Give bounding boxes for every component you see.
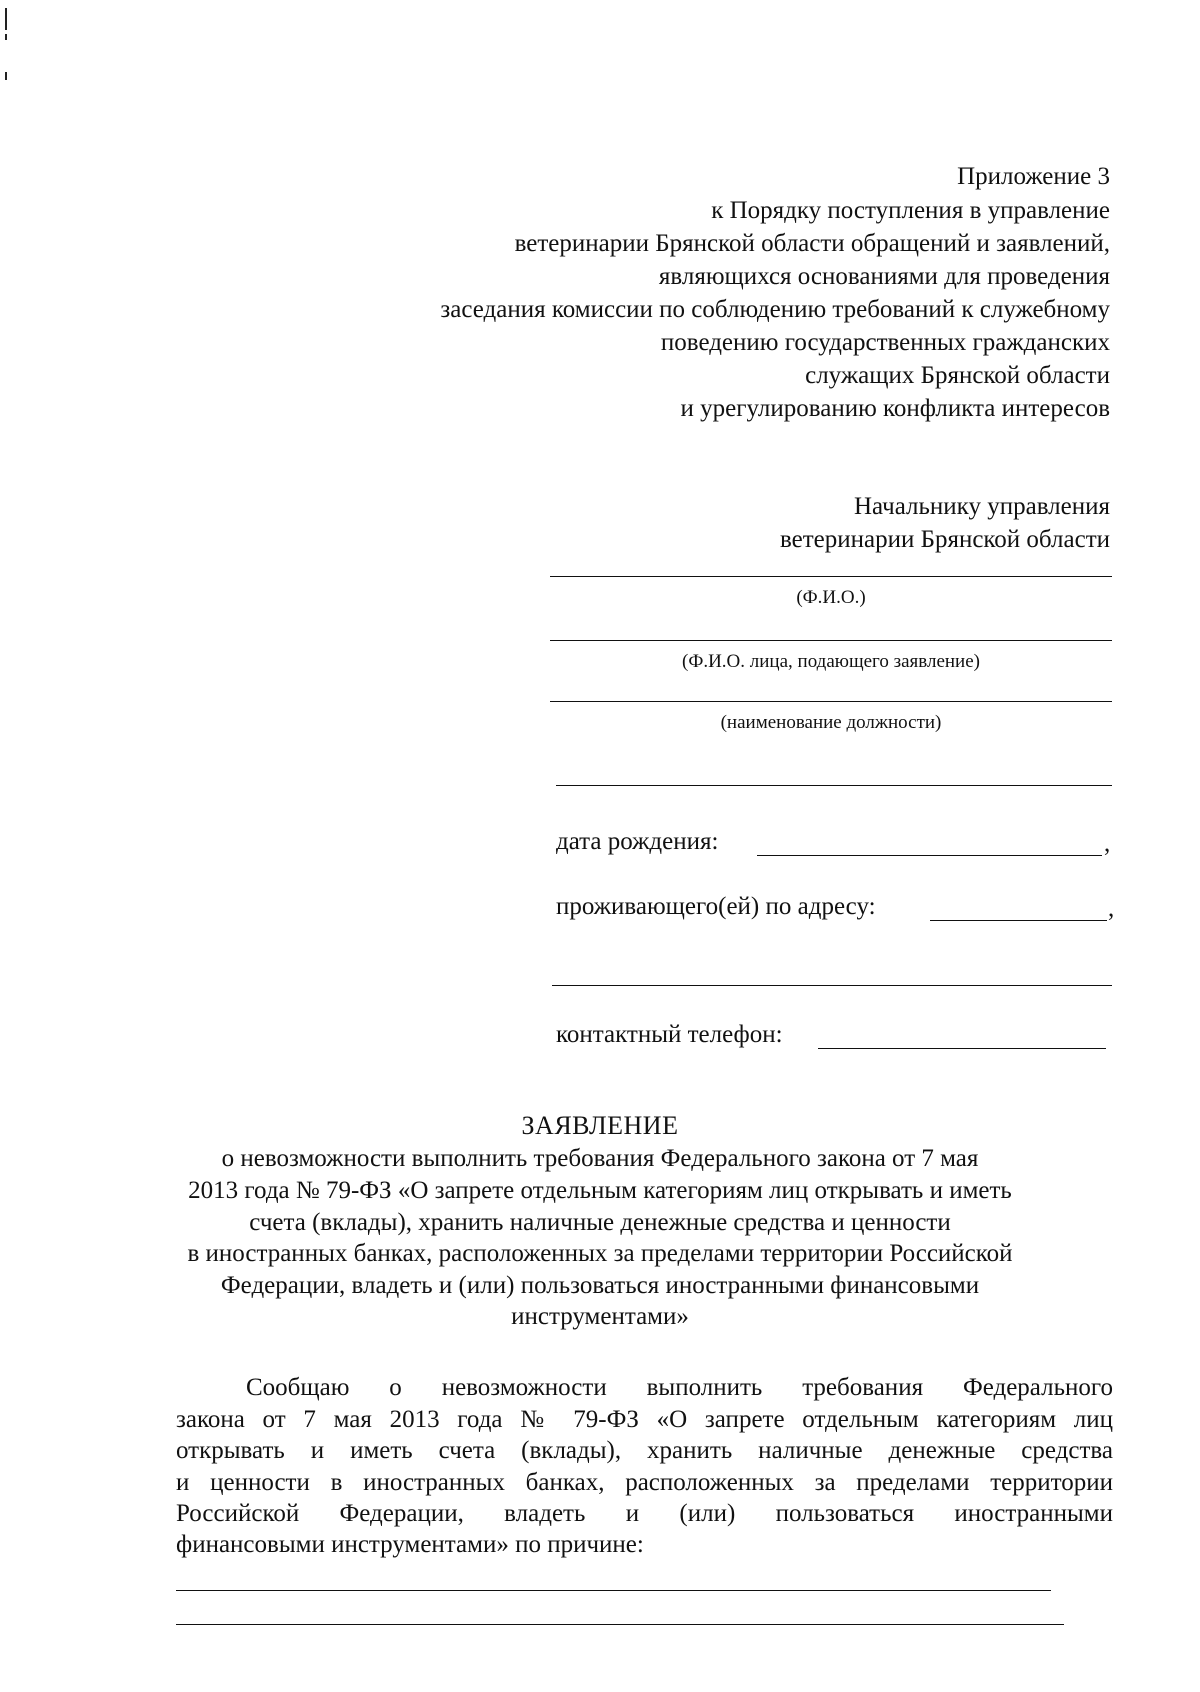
subtitle-line: инструментами» xyxy=(511,1303,689,1330)
applicant-fio-line[interactable] xyxy=(550,640,1112,641)
applicant-caption: (Ф.И.О. лица, подающего заявление) xyxy=(682,651,980,672)
address-comma: , xyxy=(1108,895,1115,922)
appendix-line: поведению государственных гражданских xyxy=(660,329,1110,356)
position-caption: (наименование должности) xyxy=(720,712,942,733)
addressee-line: Начальнику управления xyxy=(854,493,1110,520)
reason-line-2[interactable] xyxy=(176,1624,1064,1625)
address-label: проживающего(ей) по адресу: xyxy=(556,893,876,920)
subtitle-line: в иностранных банках, расположенных за пределами территории Российской xyxy=(187,1240,1013,1267)
phone-label: контактный телефон: xyxy=(556,1021,783,1048)
body-line: закона от 7 мая 2013 года № 79-ФЗ «О запрете отдельным категориям лиц xyxy=(176,1406,1113,1433)
body-line: финансовыми инструментами» по причине: xyxy=(176,1531,644,1558)
scan-margin-mark xyxy=(5,72,7,80)
head-fio-line[interactable] xyxy=(550,576,1112,577)
body-line: Сообщаю о невозможности выполнить требования Федерального xyxy=(246,1374,1113,1401)
body-line: Российской Федерации, владеть и (или) пользоваться иностранными xyxy=(176,1500,1113,1527)
fio-caption: (Ф.И.О.) xyxy=(796,587,866,608)
subtitle-line: Федерации, владеть и (или) пользоваться иностранными финансовыми xyxy=(220,1272,980,1299)
appendix-line: являющихся основаниями для проведения xyxy=(658,263,1110,290)
statement-title: ЗАЯВЛЕНИЕ xyxy=(521,1111,679,1140)
appendix-line: служащих Брянской области xyxy=(805,362,1110,389)
appendix-line: к Порядку поступления в управление xyxy=(711,197,1110,224)
appendix-line: и урегулированию конфликта интересов xyxy=(680,395,1110,422)
phone-field[interactable] xyxy=(818,1048,1106,1049)
appendix-line: заседания комиссии по соблюдению требований к служебному xyxy=(440,296,1110,323)
subtitle-line: 2013 года № 79-ФЗ «О запрете отдельным категориям лиц открывать и иметь xyxy=(188,1177,1012,1204)
appendix-line: Приложение 3 xyxy=(957,163,1110,190)
body-line: и ценности в иностранных банках, расположенных за пределами территории xyxy=(176,1469,1113,1496)
scan-margin-mark xyxy=(5,8,7,30)
scan-margin-mark xyxy=(5,34,7,40)
body-line: открывать и иметь счета (вклады), хранить наличные денежные средства xyxy=(176,1437,1113,1464)
subtitle-line: о невозможности выполнить требования Федерального закона от 7 мая xyxy=(221,1145,979,1172)
birth-date-comma: , xyxy=(1104,830,1111,857)
position-line[interactable] xyxy=(550,701,1112,702)
reason-line-1[interactable] xyxy=(176,1590,1051,1591)
birth-date-field[interactable] xyxy=(757,855,1102,856)
subtitle-line: счета (вклады), хранить наличные денежные средства и ценности xyxy=(249,1209,951,1236)
address-continuation-line[interactable] xyxy=(552,985,1112,986)
extra-line[interactable] xyxy=(556,785,1112,786)
addressee-line: ветеринарии Брянской области xyxy=(779,526,1110,553)
address-field[interactable] xyxy=(930,920,1107,921)
birth-date-label: дата рождения: xyxy=(556,828,719,855)
appendix-line: ветеринарии Брянской области обращений и заявлений, xyxy=(514,230,1110,257)
